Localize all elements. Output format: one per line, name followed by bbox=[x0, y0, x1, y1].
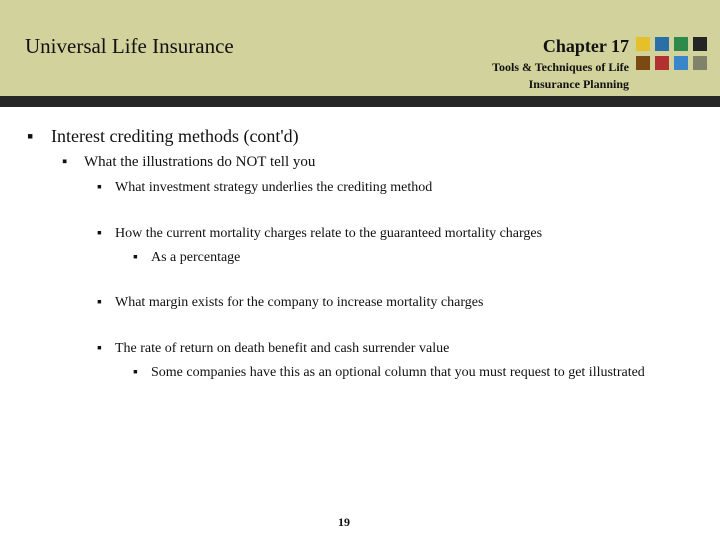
page-number: 19 bbox=[338, 515, 350, 529]
decor-square-icon bbox=[693, 56, 707, 70]
subtitle-line1: Tools & Techniques of Life bbox=[492, 60, 629, 74]
decor-square-icon bbox=[674, 37, 688, 51]
header-divider bbox=[0, 96, 720, 107]
bullet-level4: ▪ As a percentage bbox=[151, 248, 661, 267]
decor-square-icon bbox=[636, 56, 650, 70]
bullet-level1: ▪ Interest crediting methods (cont'd) bbox=[51, 126, 299, 147]
bullet-level3: ▪ What margin exists for the company to increase mortality charges bbox=[115, 295, 483, 311]
decor-square-icon bbox=[655, 56, 669, 70]
slide-title: Universal Life Insurance bbox=[25, 34, 234, 58]
bullet-level3: ▪ What investment strategy underlies the crediting method bbox=[115, 180, 432, 196]
chapter-label: Chapter 17 bbox=[542, 36, 629, 56]
decor-square-icon bbox=[655, 37, 669, 51]
bullet-level3: ▪ How the current mortality charges relate to the guaranteed mortality charges bbox=[115, 226, 542, 242]
decor-square-icon bbox=[693, 37, 707, 51]
decor-square-icon bbox=[636, 37, 650, 51]
decor-square-icon bbox=[674, 56, 688, 70]
bullet-level4: ▪ Some companies have this as an optional column that you must request to get illustrated bbox=[151, 363, 661, 382]
subtitle-line2: Insurance Planning bbox=[528, 77, 629, 91]
bullet-level2: ▪ What the illustrations do NOT tell you bbox=[84, 154, 315, 171]
chapter-subtitle bbox=[492, 59, 629, 93]
bullet-level3: ▪ The rate of return on death benefit and cash surrender value bbox=[115, 341, 449, 357]
